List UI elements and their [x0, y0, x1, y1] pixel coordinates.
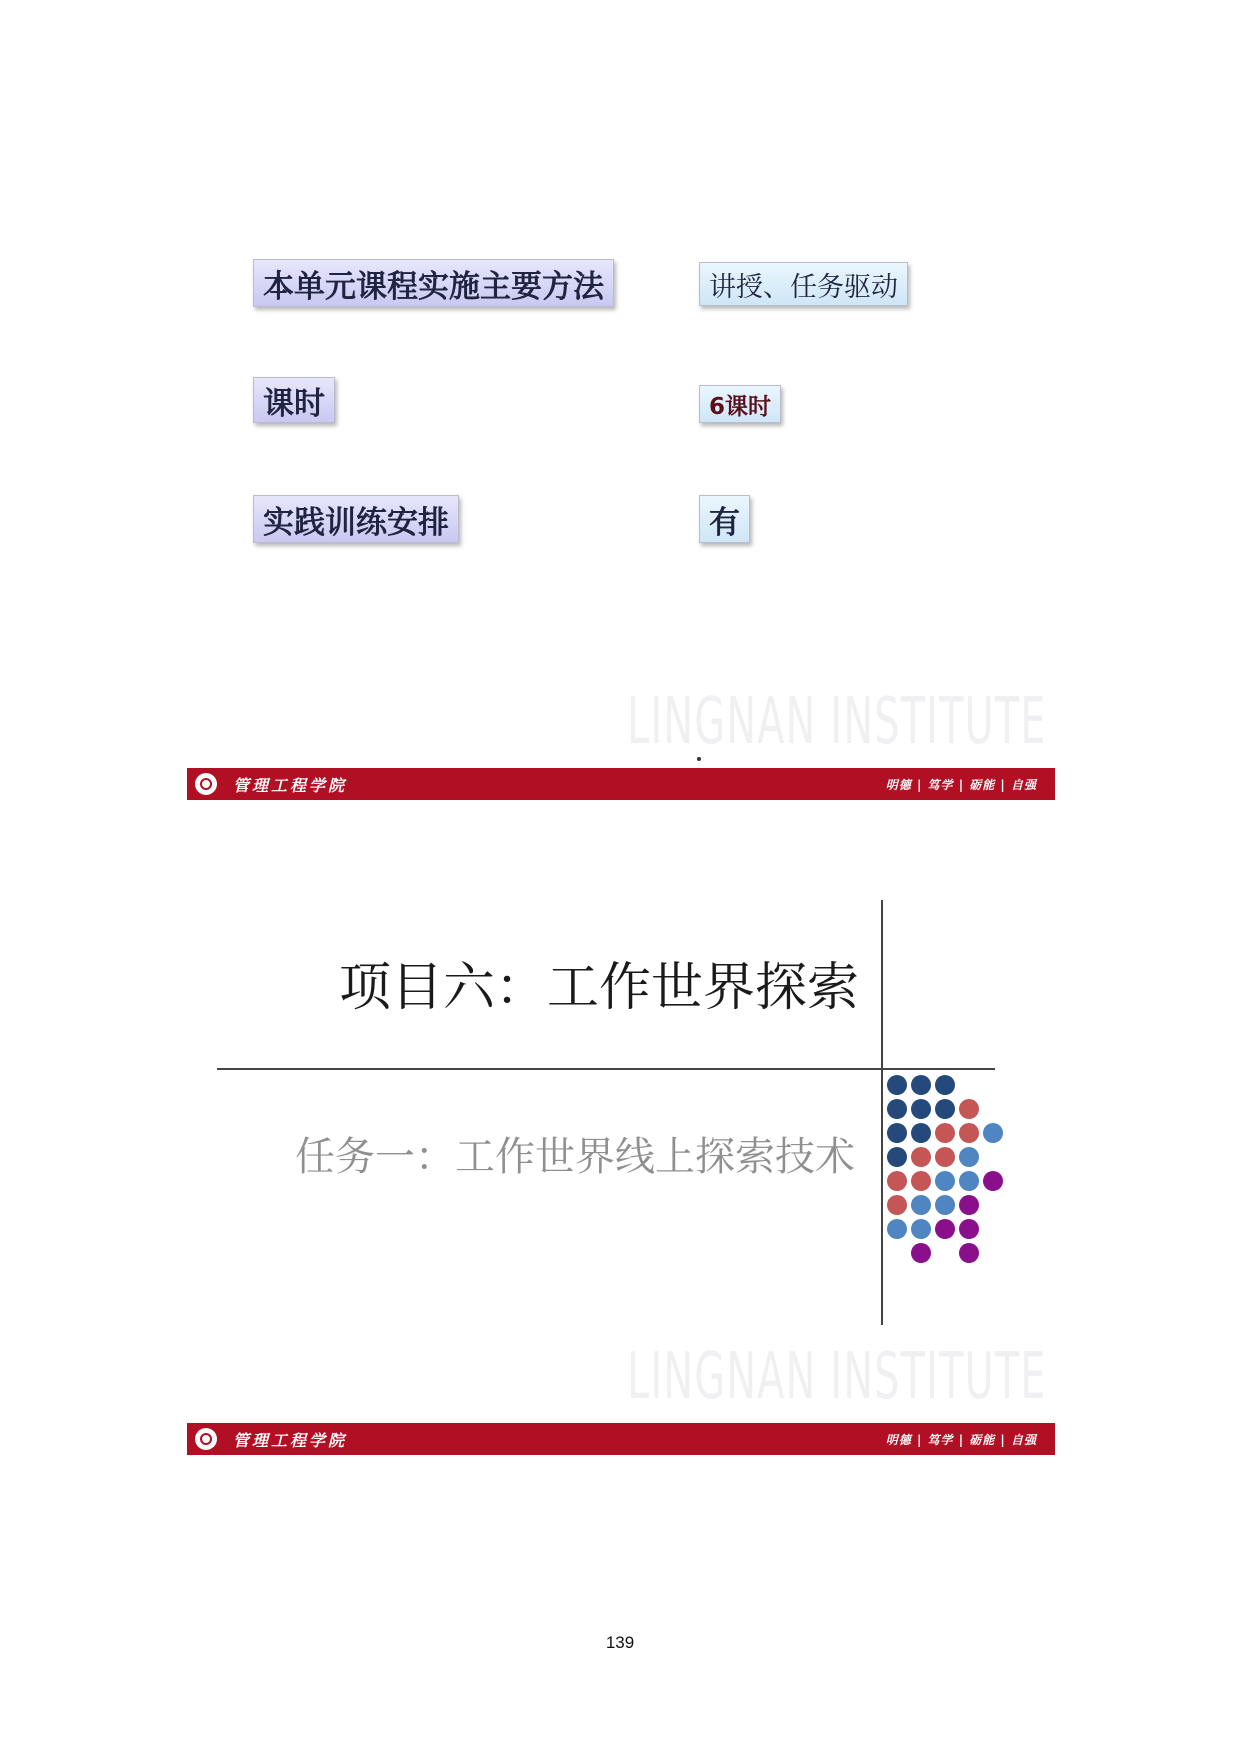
decorative-dot [959, 1195, 979, 1215]
task-subtitle: 任务一：工作世界线上探索技术 [295, 1134, 855, 1180]
decorative-dot [983, 1171, 1003, 1191]
decorative-dot [935, 1099, 955, 1119]
decorative-dot [887, 1171, 907, 1191]
vertical-divider [881, 900, 883, 1325]
school-motto: 明德 | 笃学 | 砺能 | 自强 [885, 777, 1037, 792]
decorative-dot [959, 1147, 979, 1167]
hours-label: 课时 [253, 377, 335, 423]
decorative-dot [887, 1099, 907, 1119]
decorative-dot [887, 1123, 907, 1143]
project-title: 项目六：工作世界探索 [338, 958, 859, 1018]
decorative-dot [959, 1099, 979, 1119]
hours-value: 6课时 [699, 385, 781, 423]
decorative-dot [887, 1075, 907, 1095]
horizontal-divider [217, 1068, 995, 1070]
decorative-dot [959, 1219, 979, 1239]
school-name: 管理工程学院 [233, 775, 348, 795]
method-value: 讲授、任务驱动 [699, 262, 908, 306]
slide-course-info [187, 235, 1055, 800]
watermark: LINGNAN INSTITUTE [627, 1340, 1047, 1414]
decorative-dot [959, 1123, 979, 1143]
stray-dot [697, 757, 701, 761]
decorative-dot [887, 1195, 907, 1215]
watermark: LINGNAN INSTITUTE [627, 685, 1047, 759]
decorative-dot [887, 1219, 907, 1239]
decorative-dot [911, 1075, 931, 1095]
decorative-dot [935, 1123, 955, 1143]
page-number: 139 [605, 1633, 635, 1652]
decorative-dot [911, 1147, 931, 1167]
school-name: 管理工程学院 [233, 1430, 348, 1450]
decorative-dot [935, 1195, 955, 1215]
decorative-dot [935, 1171, 955, 1191]
decorative-dot [983, 1123, 1003, 1143]
method-label: 本单元课程实施主要方法 [253, 259, 614, 307]
practice-value: 有 [699, 495, 750, 543]
decorative-dot [911, 1123, 931, 1143]
decorative-dot [959, 1171, 979, 1191]
decorative-dot [911, 1195, 931, 1215]
decorative-dot [911, 1243, 931, 1263]
slide-project-title [187, 885, 1055, 1455]
footer-bar [187, 1423, 1055, 1455]
decorative-dot [911, 1171, 931, 1191]
decorative-dot [911, 1219, 931, 1239]
decorative-dot [887, 1147, 907, 1167]
decorative-dot [935, 1075, 955, 1095]
footer-bar [187, 768, 1055, 800]
decorative-dot [959, 1243, 979, 1263]
decorative-dot [935, 1147, 955, 1167]
practice-label: 实践训练安排 [253, 495, 459, 543]
school-seal-icon [195, 773, 217, 795]
decorative-dot [911, 1099, 931, 1119]
decorative-dot [935, 1219, 955, 1239]
school-seal-icon [195, 1428, 217, 1450]
school-motto: 明德 | 笃学 | 砺能 | 自强 [885, 1432, 1037, 1447]
